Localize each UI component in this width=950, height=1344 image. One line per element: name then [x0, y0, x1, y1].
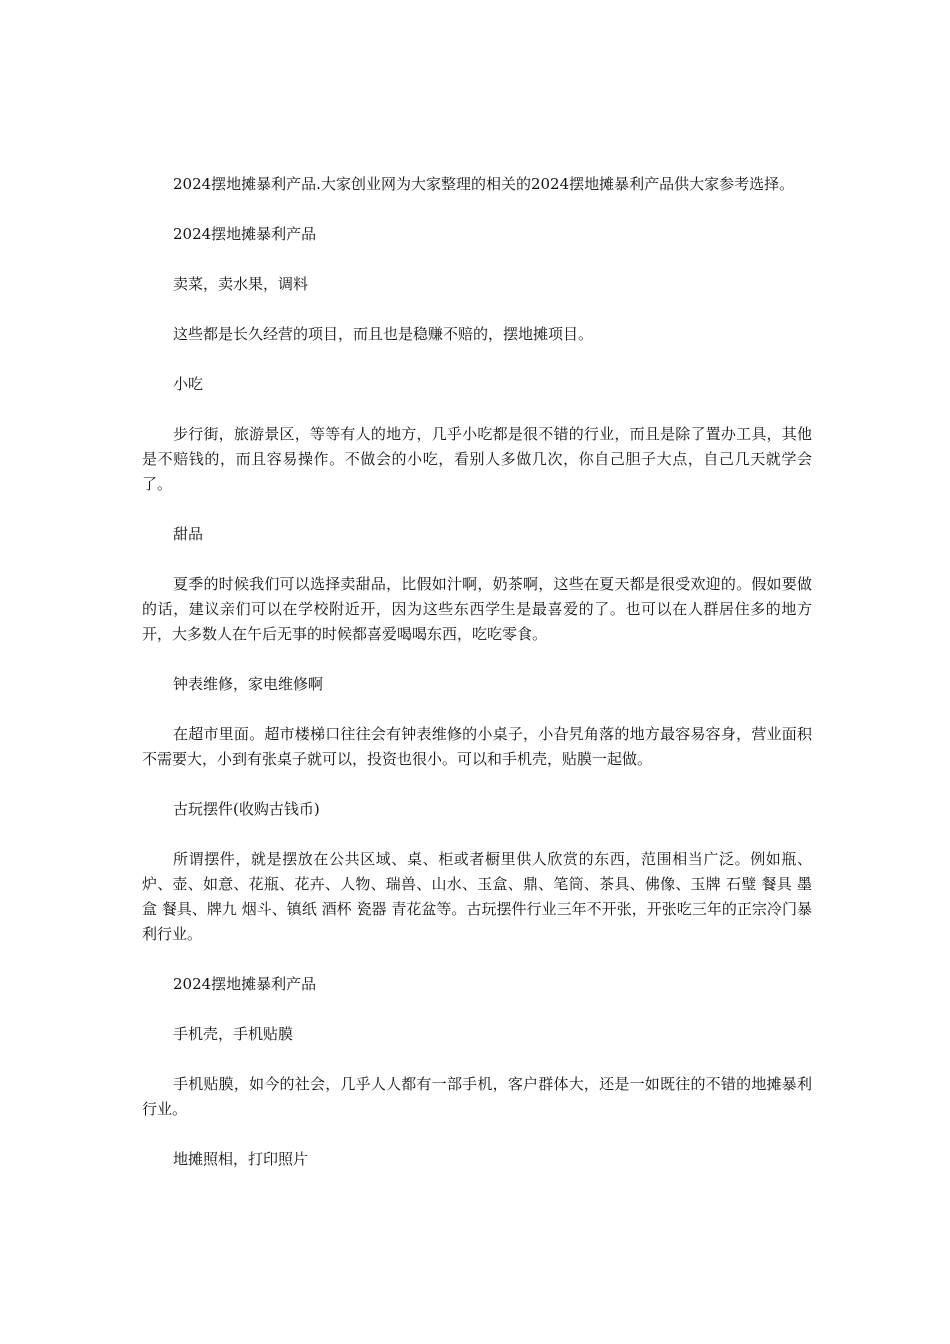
item-heading: 小吃	[173, 375, 204, 393]
item-heading: 手机壳，手机贴膜	[173, 1025, 294, 1043]
intro-paragraph: 2024摆地摊暴利产品.大家创业网为大家整理的相关的2024摆地摊暴利产品供大家参考选择。	[173, 175, 795, 193]
item-heading: 地摊照相，打印照片	[173, 1150, 309, 1168]
body-paragraph: 所谓摆件，就是摆放在公共区域、桌、柜或者橱里供人欣赏的东西，范围相当广泛。例如瓶、炉、壶、如意、花瓶、花卉、人物、瑞兽、山水、玉盒、鼎、笔筒、茶具、佛像、玉牌 石璧 餐具 墨盒 餐具、牌九 烟斗、镇纸 酒杯 瓷器 青花盆等。古玩摆件行业三年不开张，开张吃三年的正宗冷门暴利行业。	[142, 850, 812, 943]
document-body	[142, 172, 812, 1197]
body-paragraph: 步行街，旅游景区，等等有人的地方，几乎小吃都是很不错的行业，而且是除了置办工具，其他是不赔钱的，而且容易操作。不做会的小吃，看别人多做几次，你自己胆子大点，自己几天就学会了。	[142, 425, 812, 493]
body-paragraph: 夏季的时候我们可以选择卖甜品，比假如汁啊，奶茶啊，这些在夏天都是很受欢迎的。假如要做的话，建议亲们可以在学校附近开，因为这些东西学生是最喜爱的了。也可以在人群居住多的地方开，大多数人在午后无事的时候都喜爱喝喝东西，吃吃零食。	[142, 575, 812, 643]
item-heading: 甜品	[173, 525, 204, 543]
item-heading: 钟表维修，家电维修啊	[173, 675, 324, 693]
body-paragraph: 手机贴膜，如今的社会，几乎人人都有一部手机，客户群体大，还是一如既往的不错的地摊暴利行业。	[142, 1075, 812, 1118]
section-heading: 2024摆地摊暴利产品	[173, 975, 317, 993]
body-paragraph: 在超市里面。超市楼梯口往往会有钟表维修的小桌子，小旮旯角落的地方最容易容身，营业面积不需要大，小到有张桌子就可以，投资也很小。可以和手机壳，贴膜一起做。	[142, 725, 812, 768]
item-heading: 古玩摆件(收购古钱币)	[173, 800, 320, 818]
item-heading: 卖菜，卖水果，调料	[173, 275, 309, 293]
section-heading: 2024摆地摊暴利产品	[173, 225, 317, 243]
body-paragraph: 这些都是长久经营的项目，而且也是稳赚不赔的，摆地摊项目。	[173, 325, 594, 343]
